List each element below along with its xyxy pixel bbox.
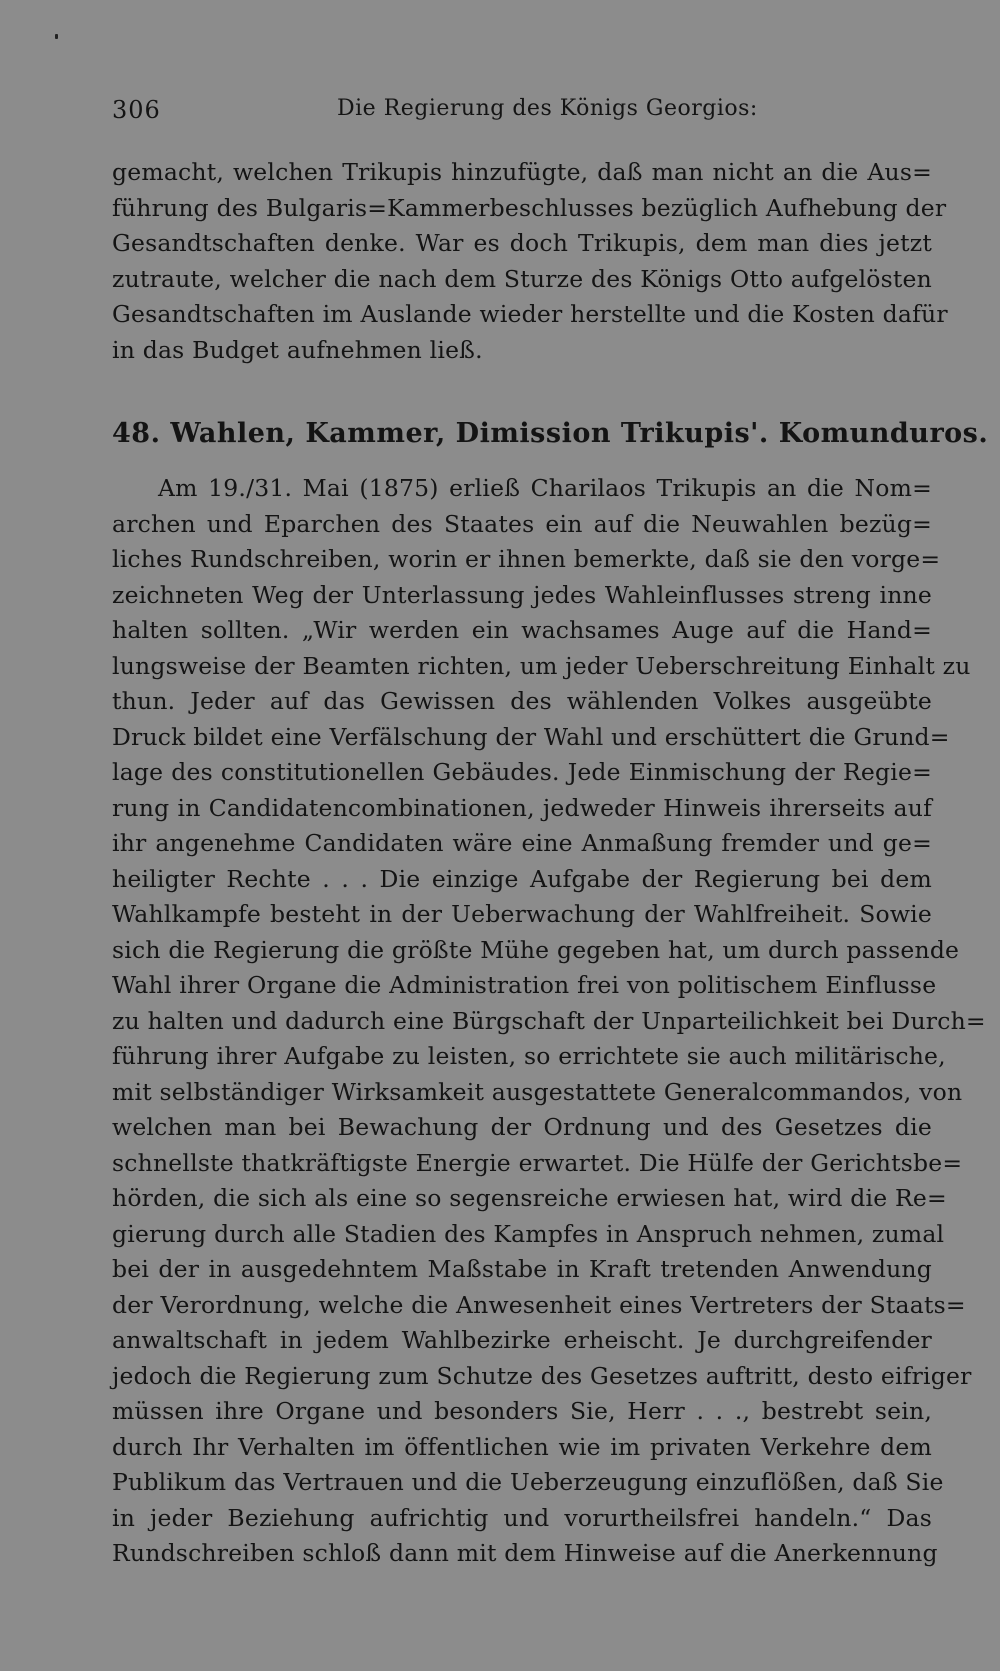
text-line: hörden, die sich als eine so segensreiche erwiesen hat, wird die Re=: [112, 1184, 947, 1212]
running-head: Die Regierung des Königs Georgios:: [337, 96, 758, 121]
text-line: anwaltschaft in jedem Wahlbezirke erheischt. Je durchgreifender: [112, 1326, 932, 1354]
text-line: thun. Jeder auf das Gewissen des wählenden Volkes ausgeübte: [112, 687, 932, 715]
text-line: heiligter Rechte . . . Die einzige Aufgabe der Regierung bei dem: [112, 864, 932, 893]
paragraph-continued: [112, 155, 948, 368]
paragraph-circular: [112, 471, 986, 1572]
text-line: in das Budget aufnehmen ließ.: [112, 335, 483, 364]
text-line: Am 19./31. Mai (1875) erließ Charilaos Trikupis an die Nom=: [158, 474, 932, 502]
text-line: durch Ihr Verhalten im öffentlichen wie im privaten Verkehre dem: [112, 1432, 932, 1461]
page-header: [112, 96, 932, 136]
text-line: zutraute, welcher die nach dem Sturze des Königs Otto aufgelösten: [112, 264, 932, 293]
text-line: ihr angenehme Candidaten wäre eine Anmaßung fremder und ge=: [112, 829, 932, 857]
text-line: mit selbständiger Wirksamkeit ausgestattete Generalcommandos, von: [112, 1077, 963, 1106]
text-line: zu halten und dadurch eine Bürgschaft der Unparteilichkeit bei Durch=: [112, 1006, 986, 1035]
text-line: Gesandtschaften denke. War es doch Trikupis, dem man dies jetzt: [112, 229, 932, 257]
text-line: lungsweise der Beamten richten, um jeder Ueberschreitung Einhalt zu: [112, 651, 971, 680]
text-line: rung in Candidatencombinationen, jedweder Hinweis ihrerseits auf: [112, 793, 932, 822]
text-line: schnellste thatkräftigste Energie erwartet. Die Hülfe der Gerichtsbe=: [112, 1148, 963, 1177]
text-line: Rundschreiben schloß dann mit dem Hinweise auf die Anerkennung: [112, 1539, 938, 1567]
text-line: lage des constitutionellen Gebäudes. Jede Einmischung der Regie=: [112, 758, 932, 786]
text-line: führung des Bulgaris=Kammerbeschlusses bezüglich Aufhebung der: [112, 193, 947, 222]
text-line: Wahl ihrer Organe die Administration frei von politischem Einflusse: [112, 971, 937, 999]
section-heading: 48. Wahlen, Kammer, Dimission Trikupis'. Komunduros.: [112, 418, 989, 449]
text-line: Druck bildet eine Verfälschung der Wahl und erschüttert die Grund=: [112, 722, 950, 751]
ink-speck: [55, 34, 58, 39]
text-line: der Verordnung, welche die Anwesenheit eines Vertreters der Staats=: [112, 1290, 966, 1319]
text-line: gierung durch alle Stadien des Kampfes in Anspruch nehmen, zumal: [112, 1219, 945, 1248]
text-line: führung ihrer Aufgabe zu leisten, so errichtete sie auch militärische,: [112, 1042, 946, 1070]
text-line: bei der in ausgedehntem Maßstabe in Kraft tretenden Anwendung: [112, 1255, 932, 1283]
text-line: müssen ihre Organe und besonders Sie, Herr . . ., bestrebt sein,: [112, 1397, 932, 1425]
page-number: 306: [112, 96, 161, 124]
text-line: Gesandtschaften im Auslande wieder herstellte und die Kosten dafür: [112, 300, 948, 328]
text-line: archen und Eparchen des Staates ein auf die Neuwahlen bezüg=: [112, 509, 932, 538]
text-line: jedoch die Regierung zum Schutze des Gesetzes auftritt, desto eifriger: [112, 1361, 972, 1390]
text-line: in jeder Beziehung aufrichtig und vorurtheilsfrei handeln.“ Das: [112, 1503, 932, 1532]
text-line: liches Rundschreiben, worin er ihnen bemerkte, daß sie den vorge=: [112, 545, 941, 573]
text-line: welchen man bei Bewachung der Ordnung und des Gesetzes die: [112, 1113, 932, 1141]
text-line: Publikum das Vertrauen und die Ueberzeugung einzuflößen, daß Sie: [112, 1468, 944, 1496]
text-line: sich die Regierung die größte Mühe gegeben hat, um durch passende: [112, 935, 960, 964]
text-line: gemacht, welchen Trikupis hinzufügte, daß man nicht an die Aus=: [112, 158, 932, 186]
text-line: halten sollten. „Wir werden ein wachsames Auge auf die Hand=: [112, 616, 932, 644]
text-line: Wahlkampfe besteht in der Ueberwachung der Wahlfreiheit. Sowie: [112, 900, 932, 928]
text-line: zeichneten Weg der Unterlassung jedes Wahleinflusses streng inne: [112, 580, 932, 609]
